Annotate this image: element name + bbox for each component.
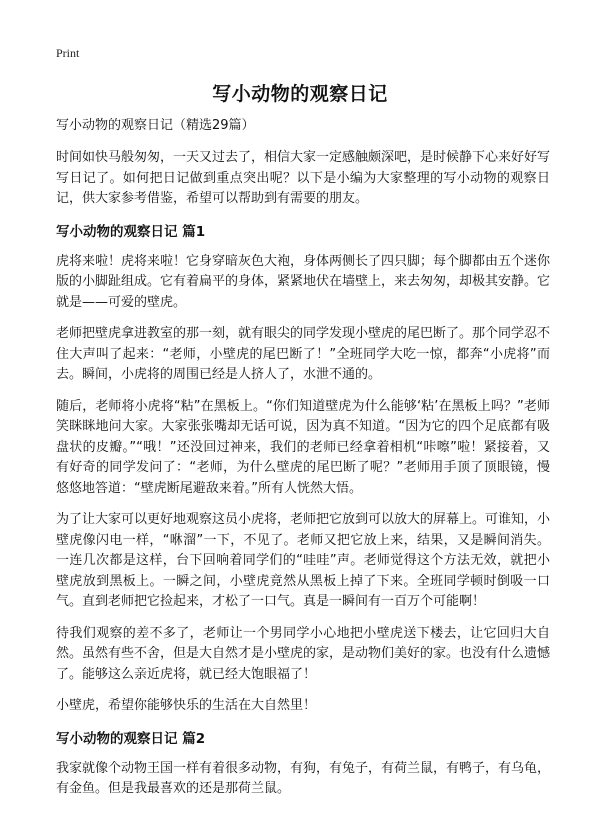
- paragraph: 为了让大家可以更好地观察这员小虎将，老师把它放到可以放大的屏幕上。可谁知，小壁虎像闪电一样，“咻溜”一下，不见了。老师又把它放上来，结果，又是瞬间消失。一连几次都是这样，台下回响着同学们的“哇哇”声。老师觉得这个方法无效，就把小壁虎放到黑板上。一瞬之间，小壁虎竟然从黑板上掉了下来。全班同学顿时倒吸一口气。直到老师把它捡起来，才松了一口气。真是一瞬间有一百万个可能啊！: [56, 512, 551, 609]
- section-heading-2: 写小动物的观察日记 篇2: [56, 730, 206, 747]
- paragraph: 小壁虎，希望你能够快乐的生活在大自然里！: [56, 698, 317, 713]
- section-heading-1: 写小动物的观察日记 篇1: [56, 223, 206, 240]
- print-label[interactable]: Print: [56, 46, 80, 60]
- paragraph: 虎将来啦！虎将来啦！它身穿暗灰色大袍，身体两侧长了四只脚；每个脚都由五个迷你版的小脚趾组成。它有着扁平的身体，紧紧地伏在墙壁上，来去匆匆，却极其安静。它就是——可爱的壁虎。: [56, 253, 551, 310]
- document-body: [56, 116, 550, 811]
- paragraph: 老师把壁虎拿进教室的那一刻，就有眼尖的同学发现小壁虎的尾巴断了。那个同学忍不住大声叫了起来：“老师，小壁虎的尾巴断了！”全班同学大吃一惊，都奔“小虎将”而去。瞬间，小虎将的周围已经是人挤人了，水泄不通的。: [56, 326, 551, 382]
- paragraph: 随后，老师将小虎将“粘”在黑板上。“你们知道壁虎为什么能够‘粘’在黑板上吗？”老师笑眯眯地问大家。大家张张嘴却无话可说，因为真不知道。“因为它的四个足底都有吸盘状的皮瓣。”“哦！”还没回过神来，我们的老师已经拿着相机“咔嚓”啦！紧接着，又有好奇的同学发问了：“老师，为什么壁虎的尾巴断了呢？”老师用手顶了顶眼镜，慢悠悠地答道：“壁虎断尾避敌来着。”所有人恍然大悟。: [56, 398, 550, 496]
- intro-paragraph: 时间如快马般匆匆，一天又过去了，相信大家一定感触颇深吧，是时候静下心来好好写写日记了。如何把日记做到重点突出呢？以下是小编为大家整理的写小动物的观察日记，供大家参考借鉴，希望可以帮助到有需要的朋友。: [56, 150, 551, 206]
- paragraph: 待我们观察的差不多了，老师让一个男同学小心地把小壁虎送下楼去，让它回归大自然。虽然有些不舍，但是大自然才是小壁虎的家，是动物们美好的家。也没有什么遗憾了。能够这么亲近虎将，就已经大饱眼福了！: [56, 625, 551, 682]
- document-subtitle: 写小动物的观察日记（精选29篇）: [56, 118, 255, 133]
- document-title: 写小动物的观察日记: [212, 83, 388, 105]
- paragraph: 我家就像个动物王国一样有着很多动物，有狗，有兔子，有荷兰鼠，有鸭子，有乌龟，有金鱼。但是我最喜欢的还是那荷兰鼠。: [56, 760, 551, 796]
